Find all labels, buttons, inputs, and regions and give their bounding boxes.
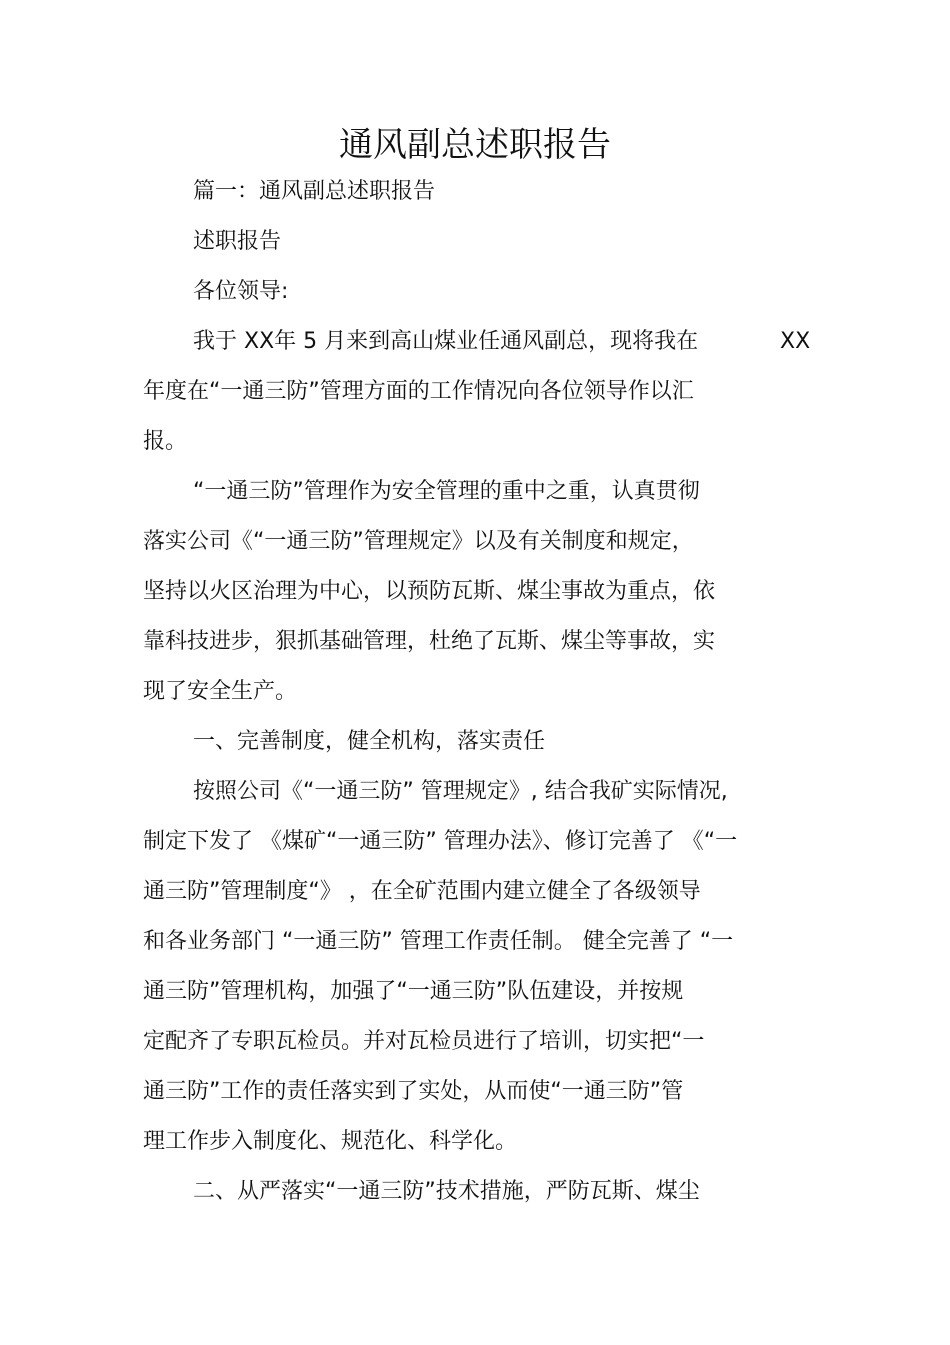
paragraph-line: 年度在“一通三防”管理方面的工作情况向各位领导作以汇	[143, 379, 694, 404]
paragraph-line: XX	[780, 329, 811, 354]
paragraph-line: “一通三防”管理作为安全管理的重中之重，认真贯彻	[193, 479, 700, 504]
paragraph-line: 和各业务部门 “一通三防” 管理工作责任制。 健全完善了 “一	[143, 929, 734, 954]
paragraph-line: 报。	[143, 429, 188, 454]
paragraph-line: 定配齐了专职瓦检员。并对瓦检员进行了培训，切实把“一	[143, 1029, 705, 1054]
paragraph-line: 落实公司《“一通三防”管理规定》以及有关制度和规定，	[143, 529, 694, 554]
paragraph-line: 制定下发了 《煤矿“一通三防” 管理办法》、修订完善了 《“一	[143, 829, 738, 854]
report-subtitle: 述职报告	[193, 229, 282, 254]
paragraph-line: 通三防”工作的责任落实到了实处，从而使“一通三防”管	[143, 1079, 684, 1104]
paragraph-line: 按照公司《“一通三防” 管理规定》, 结合我矿实际情况,	[193, 779, 728, 804]
section-heading: 二、从严落实“一通三防”技术措施，严防瓦斯、煤尘	[193, 1179, 700, 1204]
section-heading: 篇一：通风副总述职报告	[193, 179, 436, 204]
section-heading: 一、完善制度，健全机构，落实责任	[193, 729, 546, 754]
paragraph-line: 坚持以火区治理为中心，以预防瓦斯、煤尘事故为重点，依	[143, 579, 716, 604]
paragraph-line: 通三防”管理制度“》 ，在全矿范围内建立健全了各级领导	[143, 879, 701, 904]
document-title: 通风副总述职报告	[339, 125, 611, 165]
paragraph-line: 理工作步入制度化、规范化、科学化。	[143, 1129, 518, 1154]
paragraph-line: 现了安全生产。	[143, 679, 298, 704]
salutation: 各位领导:	[193, 279, 289, 304]
paragraph-line: 通三防”管理机构，加强了“一通三防”队伍建设，并按规	[143, 979, 684, 1004]
paragraph-line: 我于 XX年 5 月来到高山煤业任通风副总，现将我在	[193, 329, 699, 354]
paragraph-line: 靠科技进步，狠抓基础管理，杜绝了瓦斯、煤尘等事故，实	[143, 629, 716, 654]
